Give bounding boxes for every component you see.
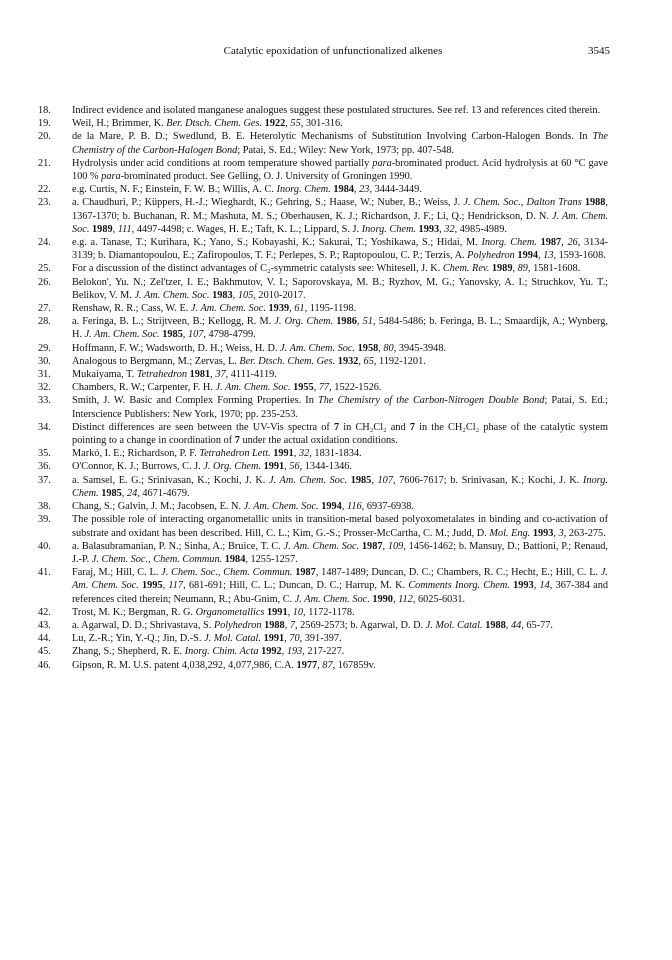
text-run: -brominated product. See Gelling, O. J. University of Groningen 1990. [120, 171, 413, 183]
text-run: Gipson, R. M. U.S. patent 4,038,292, 4,077,986, C.A. [72, 659, 297, 671]
bold-run: 1981 [189, 369, 211, 381]
reference-item [38, 276, 608, 302]
italic-run: 77 [318, 382, 330, 394]
italic-run: Inorg. Chem. [276, 184, 331, 196]
text-run: Belokon', Yu. N.; Zel'tzer, I. E.; Bakhmutov, V. I.; Saporovskaya, M. B.; Ryzhov, M. G.; Yanovsky, A. I.; Struchkov, Yu. T.; Belikov, V. M. [72, 276, 608, 301]
reference-text [72, 500, 608, 513]
bold-run: 1992 [261, 646, 282, 658]
italic-run: Mol. Eng. [489, 527, 531, 539]
text-run: Renshaw, R. R.; Cass, W. E. [72, 303, 191, 315]
reference-item [38, 157, 608, 183]
text-run: , 1255-1257. [245, 553, 298, 565]
reference-item [38, 196, 608, 236]
text-run: , 167859v. [332, 659, 376, 671]
text-run: a. Agarwal, D. D.; Shrivastava, S. [72, 619, 214, 631]
text-run: Chang, S.; Galvin, J. M.; Jacobsen, E. N. [72, 501, 244, 513]
italic-run: J. Am. Chem. Soc. [268, 474, 348, 486]
italic-run: J. Am. Chem. Soc. [215, 382, 291, 394]
text-run: Hoffmann, F. W.; Wadsworth, D. H.; Weiss, H. D. [72, 342, 281, 354]
italic-run: J. Mol. Catal. [204, 633, 261, 645]
reference-number: 26. [38, 276, 51, 288]
bold-run: 1932 [337, 355, 359, 367]
italic-run: 70 [289, 633, 300, 645]
text-run: Smith, J. W. Basic and Complex Forming Properties. In [72, 395, 319, 407]
text-run: , [354, 184, 360, 196]
italic-run: J. Chem. Soc., Chem. Commun. [91, 553, 223, 565]
italic-run: Ber. Dtsch. Chem. Ges. [166, 118, 263, 130]
reference-number: 35. [38, 448, 51, 460]
reference-number: 25. [38, 263, 51, 275]
bold-run: 1977 [296, 659, 318, 671]
text-run: , [382, 540, 388, 552]
text-run: , 3134-3139; b. Diamantopoulou, E.; Zafiropoulos, T. F.; Perlepes, S. P.; Raptopoulou, C. P.; Terzis, A. [72, 237, 609, 262]
bold-run: 1984 [224, 553, 246, 565]
text-run: , 6025-6031. [412, 593, 466, 605]
italic-run: J. Am. Chem. Soc. [283, 540, 360, 552]
text-run: Weil, H.; Brimmer, K. [72, 118, 167, 130]
text-run: , 2010-2017. [253, 289, 306, 301]
italic-run: 80 [383, 342, 394, 354]
italic-run: Inorg. Chim. Acta [184, 646, 259, 658]
text-run: a. Samsel, E. G.; Srinivasan, K.; Kochi, J. K. [72, 474, 269, 486]
italic-run: 32 [444, 223, 455, 235]
reference-text [72, 632, 608, 645]
reference-item [38, 236, 608, 262]
text-run: , [533, 580, 540, 592]
running-title: Catalytic epoxidation of unfunctionalized alkenes [223, 45, 443, 57]
reference-text [72, 447, 608, 460]
italic-run: J. Chem. Soc., Chem. Commun. [161, 567, 293, 579]
bold-run: 1987 [361, 540, 383, 552]
text-run: Analogous to Bergmann, M.; Zervas, L. [72, 355, 240, 367]
text-run: , 1344-1346. [299, 461, 352, 473]
reference-item [38, 302, 608, 315]
reference-number: 18. [38, 105, 51, 116]
reference-item [38, 500, 608, 513]
text-run: , 4111-4119. [225, 369, 277, 381]
bold-run: 7 [234, 435, 240, 447]
bold-run: 1989 [491, 263, 513, 275]
italic-run: 107 [377, 474, 393, 486]
text-run: O'Connor, K. J.; Burrows, C. J. [72, 461, 204, 473]
text-run: , 1172-1178. [303, 606, 355, 618]
text-run: Lu, Z.-R.; Yin, Y.-Q.; Jin, D.-S. [72, 633, 205, 645]
reference-text [72, 262, 608, 275]
text-run: , [284, 619, 290, 631]
text-run: ; Patai, S. Ed.; Interscience Publishers: New York, 1970; pp. 235-253. [72, 395, 608, 420]
reference-text [72, 104, 608, 117]
reference-number: 41. [38, 567, 51, 579]
reference-item [38, 130, 608, 156]
text-run: Indirect evidence and isolated manganese analogues suggest these postulated structures. See ref. 13 and references cited therein. [72, 105, 601, 116]
text-run: , 301-316. [300, 118, 343, 130]
text-run: , 681-691; Hill, C. L.; Duncan, D. C.; Harrup, M. K. [183, 580, 409, 592]
italic-run: 193 [286, 646, 303, 658]
italic-run: Inorg. Chem. [72, 474, 608, 499]
italic-run: 26 [567, 237, 578, 249]
text-run: , 217-227. [302, 646, 345, 658]
text-run: , 3945-3948. [393, 342, 447, 354]
text-run: e.g. Curtis, N. F.; Einstein, F. W. B.; Willis, A. C. [72, 184, 277, 196]
italic-run: Tetrahedron [136, 369, 187, 381]
bold-run: 1995 [141, 580, 163, 592]
reference-number: 23. [38, 197, 51, 209]
bold-run: 1984 [333, 184, 354, 196]
text-run: Mukaiyama, T. [72, 369, 137, 381]
text-run: , 4985-4989. [454, 223, 507, 235]
italic-run: J. Am. Chem. Soc. [190, 303, 266, 315]
reference-text [72, 645, 608, 658]
reference-text [72, 619, 608, 632]
text-run: in CH₂Cl₂ and [339, 421, 410, 433]
italic-run: para [372, 157, 392, 169]
reference-item [38, 262, 608, 275]
reference-item [38, 659, 608, 672]
italic-run: 14 [539, 580, 550, 592]
reference-number: 45. [38, 646, 51, 658]
reference-text [72, 130, 608, 156]
reference-number: 44. [38, 633, 51, 645]
text-run: , 263-275. [563, 527, 606, 539]
bold-run: 1987 [295, 567, 316, 579]
reference-number: 39. [38, 514, 51, 526]
reference-item [38, 394, 608, 420]
reference-item [38, 474, 608, 500]
reference-text [72, 394, 608, 420]
text-run: Faraj, M.; Hill, C. L. [72, 567, 162, 579]
bold-run: 1993 [532, 527, 554, 539]
bold-run: 1991 [273, 448, 294, 460]
italic-run: Organometallics [195, 606, 265, 618]
italic-run: J. Am. Chem. Soc. [84, 329, 160, 341]
text-run: , [371, 474, 378, 486]
reference-item [38, 632, 608, 645]
italic-run: Inorg. Chem. [481, 237, 537, 249]
italic-run: 56 [289, 461, 300, 473]
reference-number: 38. [38, 501, 51, 513]
reference-item [38, 421, 608, 447]
reference-item [38, 368, 608, 381]
text-run: For a discussion of the distinct advantages of C₂-symmetric catalysts see: Whitesell, J. K. [72, 263, 443, 275]
italic-run: J. Am. Chem. Soc. [134, 289, 210, 301]
italic-run: 116 [346, 501, 362, 513]
page-header [56, 43, 610, 59]
italic-run: 3 [558, 527, 564, 539]
italic-run: J. Am. Chem. Soc. [280, 342, 356, 354]
text-run: , 1581-1608. [527, 263, 581, 275]
text-run: , [284, 633, 290, 645]
text-run: , 1367-1370; b. Buchanan, R. M.; Mashuta, M. S.; Oberhausen, K. J.; Richardson, J. F.; Li, Q.; Hendrickson, D. N. [72, 197, 608, 222]
bold-run: 1991 [263, 461, 285, 473]
reference-number: 21. [38, 157, 51, 169]
reference-text [72, 157, 608, 183]
italic-run: 61 [294, 303, 305, 315]
italic-run: Tetrahedron Lett. [199, 448, 271, 460]
text-run: e.g. a. Tanase, T.; Kurihara, K.; Yano, S.; Kobayashi, K.; Sakurai, T.; Yoshikawa, S.; Hidai, M. [72, 237, 482, 249]
text-run: , 391-397. [299, 633, 342, 645]
text-run: a. Feringa, B. L.; Strijtveen, B.; Kellogg, R. M. [72, 316, 275, 328]
text-run: , [112, 223, 118, 235]
text-run: , [232, 289, 238, 301]
text-run: de la Mare, P. B. D.; Swedlund, B. E. Heterolytic Mechanisms of Substitution Involving Carbon-Halogen Bonds. In [72, 131, 593, 143]
bold-run: 7 [333, 421, 340, 433]
text-run: , [281, 646, 287, 658]
italic-run: 23 [359, 184, 370, 196]
italic-run: The Chemistry of the Carbon-Halogen Bond [72, 131, 608, 156]
text-run: , [162, 580, 169, 592]
text-run: a. Chaudhuri, P.; Küppers, H.-J.; Wieghardt, K.; Gehring, S.; Haase, W.; Nuber, B.; Weiss, J. [72, 197, 464, 209]
italic-run: 117 [168, 580, 184, 592]
reference-number: 32. [38, 382, 51, 394]
bold-run: 1991 [267, 606, 288, 618]
italic-run: 55 [290, 118, 301, 130]
text-run: -brominated product. Acid hydrolysis at 60 °C gave 100 % [72, 157, 608, 183]
italic-run: J. Mol. Catal. [425, 619, 483, 631]
text-run: , [210, 369, 216, 381]
reference-item [38, 183, 608, 196]
bold-run: 1939 [268, 303, 290, 315]
italic-run: 44 [510, 619, 522, 631]
reference-number: 30. [38, 355, 51, 367]
reference-item [38, 645, 608, 658]
text-run: , 2569-2573; b. Agarwal, D. D. [295, 619, 426, 631]
text-run: , 1192-1201. [373, 355, 426, 367]
bold-run: 1987 [540, 237, 562, 249]
reference-number: 31. [38, 369, 51, 381]
text-run: Distinct differences are seen between the UV-Vis spectra of [72, 421, 334, 433]
reference-text [72, 117, 608, 130]
text-run: , 1487-1489; Duncan, D. C.; Chambers, R. C.; Hecht, E.; Hill, C. L. [315, 567, 601, 579]
italic-run: 112 [398, 593, 413, 605]
text-run: Trost, M. K.; Bergman, R. G. [72, 606, 196, 618]
text-run: , [285, 118, 291, 130]
text-run: , 367-384 and references cited therein; Neumann, R.; Abu-Gnim, C. [72, 580, 608, 605]
italic-run: Chem. Rev. [442, 263, 490, 275]
reference-number: 42. [38, 606, 51, 618]
text-run: , 4497-4498; c. Wages, H. E.; Taft, K. L.; Lippard, S. J. [131, 223, 362, 235]
bold-run: 1985 [350, 474, 372, 486]
bold-run: 1988 [584, 197, 606, 209]
bold-run: 1985 [162, 329, 183, 341]
text-run: , 6937-6938. [361, 501, 414, 513]
italic-run: 89 [517, 263, 528, 275]
reference-item [38, 566, 608, 606]
reference-number: 22. [38, 184, 51, 196]
reference-item [38, 104, 608, 117]
italic-run: 10 [292, 606, 304, 618]
text-run: , 7606-7617; b. Srinivasan, K.; Kochi, J. K. [392, 474, 583, 486]
reference-item [38, 447, 608, 460]
reference-item [38, 342, 608, 355]
italic-run: J. Org. Chem. [203, 461, 261, 473]
italic-run: J. Am. Chem. Soc. [294, 593, 370, 605]
bold-run: 1993 [513, 580, 534, 592]
text-run: , [553, 527, 559, 539]
reference-text [72, 302, 608, 315]
italic-run: 37 [215, 369, 226, 381]
bold-run: 1993 [418, 223, 440, 235]
italic-run: 87 [322, 659, 333, 671]
reference-item [38, 117, 608, 130]
text-run: , [439, 223, 445, 235]
italic-run: para [101, 171, 121, 183]
text-run: The possible role of interacting organometallic units in transition-metal based polyoxometalates in binding and co-activation of substrate and oxidant has been described. Hill, C. L.; Kim, G.-S.; Prosser-McCartha, C. M.; Judd, D. [72, 514, 608, 539]
bold-run: 1988 [264, 619, 285, 631]
reference-text [72, 276, 608, 302]
italic-run: Polyhedron [213, 619, 262, 631]
reference-number: 29. [38, 342, 51, 354]
reference-text [72, 183, 608, 196]
page-number: 3545 [588, 45, 610, 57]
text-run: a. Balasubramanian, P. N.; Sinha, A.; Bruice, T. C. [72, 540, 284, 552]
italic-run: 109 [387, 540, 404, 552]
text-run: Markó, I. E.; Richardson, P. F. [72, 448, 200, 460]
italic-run: 51 [362, 316, 373, 328]
reference-text [72, 606, 608, 619]
text-run: , [317, 659, 323, 671]
reference-item [38, 606, 608, 619]
italic-run: 32 [298, 448, 310, 460]
italic-run: 7 [289, 619, 295, 631]
italic-run: 13 [543, 250, 554, 262]
reference-number: 27. [38, 303, 51, 315]
text-run: , [284, 461, 290, 473]
italic-run: Ber. Dtsch. Chem. Ges. [239, 355, 336, 367]
bold-run: 1989 [92, 223, 113, 235]
text-run: , [378, 342, 384, 354]
text-run: Hydrolysis under acid conditions at room temperature showed partially [72, 157, 373, 169]
text-run: Zhang, S.; Shepherd, R. E. [72, 646, 185, 658]
italic-run: J. Chem. Soc., Dalton Trans [463, 197, 582, 209]
italic-run: Inorg. Chem. [361, 223, 416, 235]
italic-run: J. Org. Chem. [274, 316, 334, 328]
text-run: , 1831-1834. [309, 448, 362, 460]
reference-number: 40. [38, 540, 51, 552]
italic-run: 111 [117, 223, 132, 235]
text-run: , [358, 355, 364, 367]
bold-run: 7 [409, 421, 415, 433]
bold-run: 1994 [517, 250, 539, 262]
reference-item [38, 513, 608, 539]
text-run: , 1456-1462; b. Mansuy, D.; Battioni, P.; Renaud, J.-P. [72, 540, 609, 565]
italic-run: 105 [237, 289, 254, 301]
text-run: , [289, 303, 295, 315]
italic-run: J. Am. Chem. Soc. [243, 501, 319, 513]
reference-number: 46. [38, 659, 51, 671]
reference-number: 33. [38, 395, 51, 407]
reference-text [72, 540, 608, 566]
text-run: , 65-77. [521, 619, 553, 631]
text-run: , [341, 501, 347, 513]
bold-run: 1922 [264, 118, 286, 130]
italic-run: Polyhedron [467, 250, 515, 262]
text-run: , [293, 448, 299, 460]
bold-run: 1986 [336, 316, 357, 328]
reference-number: 43. [38, 619, 51, 631]
bold-run: 1991 [263, 633, 285, 645]
reference-number: 34. [38, 421, 51, 433]
italic-run: 24 [126, 487, 138, 499]
text-run: , 4671-4679. [137, 487, 190, 499]
text-run: Chambers, R. W.; Carpenter, F. H. [72, 382, 216, 394]
italic-run: The Chemistry of the Carbon-Nitrogen Double Bond [318, 395, 545, 407]
text-run: under the actual oxidation conditions. [239, 435, 398, 447]
text-run: , 1593-1608. [553, 250, 606, 262]
reference-number: 37. [38, 474, 51, 486]
bold-run: 1990 [372, 593, 393, 605]
reference-list [38, 104, 608, 672]
reference-text [72, 566, 608, 606]
reference-number: 20. [38, 131, 51, 143]
text-run: , 5484-5486; b. Feringa, B. L.; Smaardijk, A.; Wynberg, H. [72, 316, 608, 341]
reference-text [72, 474, 608, 500]
bold-run: 1983 [212, 289, 233, 301]
reference-number: 36. [38, 461, 51, 473]
text-run: ; Patai, S. Ed.; Wiley: New York, 1973; pp. 407-548. [237, 144, 455, 156]
reference-item [38, 540, 608, 566]
reference-text [72, 196, 608, 236]
text-run: , [182, 329, 188, 341]
reference-item [38, 315, 608, 341]
bold-run: 1958 [357, 342, 379, 354]
text-run: , [392, 593, 399, 605]
text-run: , 3444-3449. [369, 184, 422, 196]
reference-text [72, 355, 608, 368]
text-run: , 1195-1198. [304, 303, 357, 315]
reference-number: 24. [38, 237, 51, 249]
text-run: , [313, 382, 319, 394]
reference-text [72, 381, 608, 394]
bold-run: 1985 [101, 487, 122, 499]
reference-item [38, 355, 608, 368]
italic-run: 65 [363, 355, 374, 367]
reference-text [72, 315, 608, 341]
italic-run: 107 [187, 329, 204, 341]
text-run: , [538, 250, 544, 262]
reference-number: 19. [38, 118, 51, 130]
text-run: , [356, 316, 363, 328]
reference-text [72, 460, 608, 473]
bold-run: 1994 [321, 501, 342, 513]
text-run: , [505, 619, 511, 631]
text-run: , [512, 263, 518, 275]
reference-text [72, 513, 608, 539]
italic-run: J. Am. Chem. Soc. [72, 210, 608, 235]
reference-number: 28. [38, 316, 51, 328]
italic-run: Comments Inorg. Chem. [408, 580, 510, 592]
text-run: in the CH₂Cl₂ phase of the catalytic system pointing to a change in coordination of [72, 421, 609, 447]
reference-text [72, 659, 608, 672]
reference-text [72, 342, 608, 355]
bold-run: 1988 [485, 619, 506, 631]
reference-text [72, 368, 608, 381]
reference-item [38, 381, 608, 394]
text-run: , [287, 606, 293, 618]
reference-text [72, 421, 608, 447]
reference-text [72, 236, 608, 262]
text-run: , 1522-1526. [329, 382, 382, 394]
text-run: , 4798-4799. [203, 329, 256, 341]
reference-item [38, 619, 608, 632]
bold-run: 1955 [293, 382, 314, 394]
italic-run: J. Am. Chem. Soc. [72, 567, 609, 592]
reference-item [38, 460, 608, 473]
text-run: , [121, 487, 127, 499]
text-run: , [561, 237, 568, 249]
